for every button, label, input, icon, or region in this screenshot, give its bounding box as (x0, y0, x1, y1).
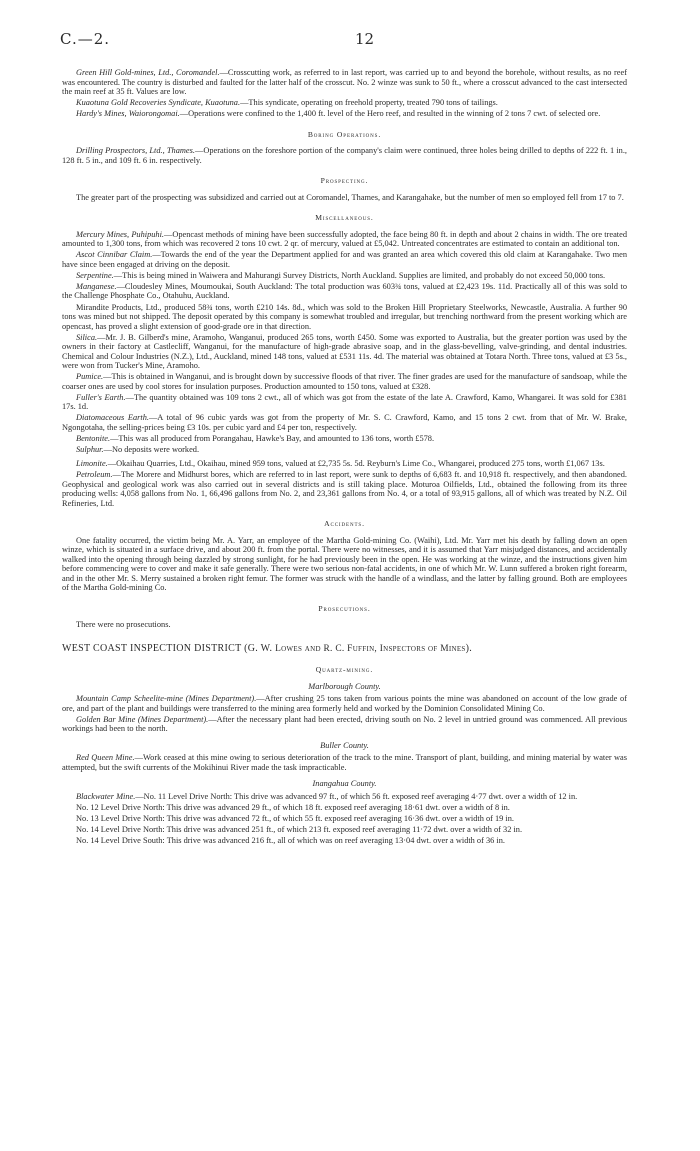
paragraph (62, 193, 627, 203)
paragraph (62, 825, 627, 835)
paragraph-text: No. 14 Level Drive South: This drive was advanced 216 ft., all of which was on reef averaging 13·04 dwt. over a width of 36 in. (76, 836, 505, 846)
paragraph-text: —This is being mined in Waiwera and Mahurangi Survey Districts, North Auckland. Supplies are limited, and probably do not exceed 50,000 tons. (113, 270, 606, 280)
paragraph-text: —This was all produced from Porangahau, Hawke's Bay, and amounted to 136 tons, worth £578. (110, 434, 435, 444)
section-heading: Miscellaneous. (315, 213, 374, 223)
county-heading: Marlborough County. (308, 681, 381, 691)
paragraph (62, 271, 627, 281)
paragraph-text: —A total of 96 cubic yards was got from the property of Mr. S. C. Crawford, Kamo, and 15 tons 2 cwt. from that of Mr. W. Brake, Ngongotaha, the selling-prices being £3 10s. per cubic yard and £4 per ton, respectively. (62, 413, 627, 432)
paragraph-text: No. 14 Level Drive North: This drive was advanced 251 ft., of which 213 ft. exposed reef averaging 11·72 dwt. over a width of 32 in. (76, 825, 523, 835)
paragraph (62, 536, 627, 593)
paragraph-text: —This is obtained in Wanganui, and is brought down by successive floods of that river. The finer grades are used for the manufacture of sandsoap, while the coarser ones are used by cool stores for insulation purposes. Production amounted to 150 tons, valued at £328. (62, 372, 627, 391)
district-title-end: ). (465, 642, 473, 654)
paragraph-lead: Mountain Camp Scheelite-mine (Mines Department). (76, 694, 257, 704)
paragraph (62, 282, 627, 301)
paragraph (62, 434, 627, 444)
paragraph-lead: Green Hill Gold-mines, Ltd., Coromandel. (76, 68, 220, 77)
paragraph-lead: Serpentine. (76, 270, 114, 280)
paragraph-lead: Golden Bar Mine (Mines Department). (76, 714, 209, 724)
paragraph (62, 146, 627, 165)
section-heading: Boring Operations. (307, 129, 382, 139)
paragraph (62, 814, 627, 824)
district-title: WEST COAST INSPECTION DISTRICT (G. W. (62, 642, 276, 654)
paragraph (62, 333, 627, 371)
paragraph (62, 98, 627, 108)
paragraph (62, 694, 627, 713)
paragraph-lead: Diatomaceous Earth. (76, 413, 149, 423)
paragraph (62, 836, 627, 846)
paragraph (62, 792, 627, 802)
paragraph-lead: Ascot Cinnibar Claim. (76, 250, 153, 260)
paragraph-text: —Crosscutting work, as referred to in last report, was carried up to and beyond the borehole, without results, as no reef was encountered. The country is disturbed and faulted for the latter half of the crosscut. No. 2 winze was sunk to 50 ft., where a crosscut advanced to the cast intersected the main reef at 35 ft. Values are low. (62, 68, 627, 96)
paragraph-lead: Petroleum. (76, 470, 113, 480)
document-body (62, 68, 627, 847)
paragraph-text: —Operations on the foreshore portion of the company's claim were continued, three holes being drilled to depths of 222 ft. 1 in., 128 ft. 5 in., and 109 ft. 6 in. respectively. (62, 146, 627, 165)
section-heading: Quartz-mining. (315, 665, 374, 675)
paragraph-text: —After the necessary plant had been erected, driving south on No. 2 level in untried ground was commenced. All previous workings had been to the north. (62, 714, 627, 734)
paragraph-text: —Mr. J. B. Gilberd's mine, Aramoho, Wanganui, produced 265 tons, worth £450. Some was exported to Australia, but the greater portion was used by the owners in their factory at Castlecliff, Wanganui, for the manufacture of high-grade abrasive soap, and in the glass-bevelling, valve-grinding, and dental industries. Chemical and Colour Industries (N.Z.), Ltd., Auckland, mined 148 tons, valued at £531 11s. 4d. The material was obtained at Totara North. Three tons, valued at £3 5s., were won from Tucker's Mine, Aramoho. (62, 332, 627, 371)
paragraph-text: The greater part of the prospecting was subsidized and carried out at Coromandel, Thames, and Karangahake, but the number of men so employed fell from 17 to 7. (76, 192, 624, 202)
paragraph (62, 620, 627, 630)
paragraph (62, 445, 627, 455)
paragraph-text: —The quantity obtained was 109 tons 2 cwt., all of which was got from the estate of the late A. Crawford, Kamo, Whangarei. It was sold for £381 17s. 1d. (62, 392, 627, 412)
paragraph (62, 803, 627, 813)
county-heading: Buller County. (320, 740, 369, 750)
paragraph-lead: Pumice. (76, 372, 104, 382)
section-heading: Prospecting. (320, 176, 369, 186)
paragraph-text: —Okaihau Quarries, Ltd., Okaihau, mined 959 tons, valued at £2,735 5s. 5d. Reyburn's Lime Co., Whangarei, produced 275 tons, worth £1,067 13s. (107, 459, 605, 469)
paragraph-text: —Cloudesley Mines, Moumoukai, South Auckland: The total production was 603¾ tons, valued at £2,423 19s. 11d. Practically all of this was sold to the Challenge Phosphate Co., Otahuhu, Auckland. (62, 281, 627, 301)
paragraph-lead: Silica. (76, 332, 98, 342)
paragraph-lead: Bentonite. (76, 434, 111, 444)
section-heading: Prosecutions. (318, 603, 371, 613)
paragraph-lead: Blackwater Mine. (76, 791, 136, 801)
paragraph-lead: Kuaotuna Gold Recoveries Syndicate, Kuaotuna. (76, 98, 241, 108)
paragraph-lead: Manganese. (76, 281, 117, 291)
paragraph-text: One fatality occurred, the victim being Mr. A. Yarr, an employee of the Martha Gold-mining Co. (Waihi), Ltd. Mr. Yarr met his death by falling down an open winze, which is situated in a surface drive, and about 200 ft. from the portal. There were no witnesses, and it is assumed that Yarr misjudged distances, and accidentally walked into the opening through being dazzled by strong sunlight, for he had previously been in the open. He was working at the winze, and the instructions given him before commencing were to cover and make it safe generally. There were two serious non-fatal accidents, in one of which Mr. W. Lunn suffered a broken right forearm, and in the other Mr. S. Merry sustained a broken right femur. The former was struck with the handle of a windlass, and the latter by falling ground. Both are employees of the Martha Gold-mining Co. (62, 535, 627, 593)
paragraph-lead: Mercury Mines, Puhipuhi. (76, 229, 165, 239)
page-number: 12 (355, 30, 375, 48)
paragraph-text: —The Morere and Midhurst bores, which are referred to in last report, were sunk to depths of 6,683 ft. and 10,918 ft. respectively, and then abandoned. Geophysical and geological work was also carried out in several districts and is still taking place. Moturoa Oilfields, Ltd., obtained the following from its three producing wells: 4,058 gallons from No. 1, 66,496 gallons from No. 2, and 23,361 gallons from No. 4, or a total of 93,915 gallons, all of which was treated by N.Z. Oil Refineries, Ltd. (62, 470, 627, 508)
paragraph (62, 470, 627, 508)
paragraph (62, 109, 627, 119)
paragraph-text: No. 13 Level Drive North: This drive was advanced 72 ft., of which 55 ft. exposed reef averaging 16·36 dwt. over a width of 19 in. (76, 814, 515, 824)
paragraph (62, 372, 627, 391)
paragraph (62, 413, 627, 432)
county-heading: Inangahua County. (312, 779, 377, 789)
district-heading (62, 644, 627, 655)
paragraph-text: —Work ceased at this mine owing to serious deterioration of the track to the mine. Transport of plant, building, and mining material by water was attempted, but the swift currents of the Mokihinui River made the task impracticable. (62, 753, 627, 772)
paragraph-lead: Red Queen Mine. (76, 753, 135, 763)
paragraph-text: There were no prosecutions. (76, 620, 171, 630)
paragraph (62, 303, 627, 332)
paragraph (62, 393, 627, 412)
paragraph-text: No. 12 Level Drive North: This drive was advanced 29 ft., of which 18 ft. exposed reef averaging 18·61 dwt. over a width of 8 in. (76, 803, 510, 812)
paragraph (62, 250, 627, 269)
paragraph-text: —This syndicate, operating on freehold property, treated 790 tons of tailings. (240, 98, 498, 108)
paragraph (62, 753, 627, 772)
paragraph-lead: Hardy's Mines, Waiorongomai. (76, 109, 180, 119)
paragraph-text: —Opencast methods of mining have been successfully adopted, the face being 80 ft. in depth and about 2 chains in width. The ore treated amounted to 1,300 tons, from which was recovered 2 tons 10 cwt. 2 qr. of mercury, valued at £5,042. Untreated concentrates are estimated to contain an additional ton. (62, 229, 628, 249)
paragraph-lead: Sulphur. (76, 445, 104, 455)
paragraph-lead: Limonite. (76, 459, 108, 469)
report-code: C.—2. (60, 30, 111, 48)
paragraph-lead: Fuller's Earth. (76, 392, 126, 402)
paragraph (62, 715, 627, 734)
paragraph-text: —Operations were confined to the 1,400 ft. level of the Hero reef, and resulted in the winning of 2 tons 7 cwt. of selected ore. (179, 109, 601, 119)
paragraph-text: —After crushing 25 tons taken from various points the mine was abandoned on account of the low grade of ore, and part of the plant and buildings were transferred to the mining area formerly held and worked by the Dominion Consolidated Mining Co. (62, 694, 627, 713)
paragraph-text: —No. 11 Level Drive North: This drive was advanced 97 ft., of which 56 ft. exposed reef averaging 4·77 dwt. over a width of 12 in. (135, 791, 578, 801)
paragraph (62, 68, 627, 97)
section-heading: Accidents. (324, 519, 365, 529)
paragraph-text: —No deposits were worked. (103, 445, 200, 455)
paragraph (62, 230, 627, 249)
paragraph (62, 459, 627, 469)
paragraph-text: Mirandite Products, Ltd., produced 58¾ tons, worth £210 14s. 8d., which was sold to the Broken Hill Proprietary Steelworks, Newcastle, Australia. A further 90 tons was mined but not shipped. The deposit operated by this company is somewhat troubled and irregular, but trenching northward from the present working which are opencast, has proved a slight extension of good-grade ore in that direction. (62, 302, 627, 331)
paragraph-text: —Towards the end of the year the Department applied for and was granted an area which covered this old claim at Karangahake. Two men have since been engaged at driving on the deposit. (62, 250, 627, 269)
paragraph-lead: Drilling Prospectors, Ltd., Thames. (76, 146, 195, 156)
district-inspectors: Lowes and R. C. Fuffin, Inspectors of Mines (275, 643, 466, 654)
